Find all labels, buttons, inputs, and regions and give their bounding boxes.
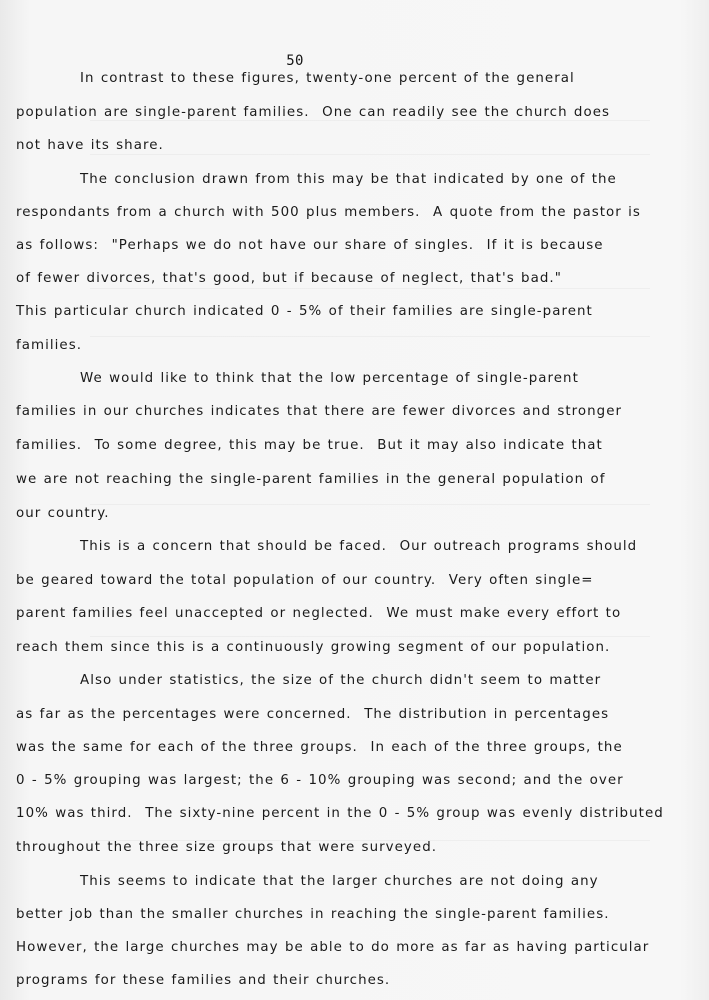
text-line: This particular church indicated 0 - 5% of their families are single-parent [16, 304, 593, 319]
show-through-mark [90, 504, 650, 505]
text-line: throughout the three size groups that were surveyed. [16, 840, 438, 855]
text-line: families in our churches indicates that there are fewer divorces and stronger [16, 404, 623, 419]
text-line: This is a concern that should be faced. Our outreach programs should [80, 539, 638, 554]
text-line: be geared toward the total population of our country. Very often single= [16, 573, 594, 588]
text-line: of fewer divorces, that's good, but if because of neglect, that's bad." [16, 271, 562, 286]
text-line: families. To some degree, this may be true. But it may also indicate that [16, 438, 603, 453]
text-line: families. [16, 338, 83, 353]
text-line: our country. [16, 506, 110, 521]
text-line: parent families feel unaccepted or neglected. We must make every effort to [16, 606, 622, 621]
text-line: programs for these families and their churches. [16, 973, 391, 988]
text-line: 10% was third. The sixty-nine percent in the 0 - 5% group was evenly distributed [16, 806, 664, 821]
text-line: In contrast to these figures, twenty-one percent of the general [80, 71, 575, 86]
text-line: 0 - 5% grouping was largest; the 6 - 10% grouping was second; and the over [16, 773, 624, 788]
text-line: We would like to think that the low percentage of single-parent [80, 371, 579, 386]
text-line: This seems to indicate that the larger churches are not doing any [80, 874, 599, 889]
show-through-mark [90, 336, 650, 337]
text-line: However, the large churches may be able to do more as far as having particular [16, 940, 650, 955]
text-line: reach them since this is a continuously growing segment of our population. [16, 640, 611, 655]
text-line: better job than the smaller churches in reaching the single-parent families. [16, 907, 610, 922]
text-line: was the same for each of the three groups. In each of the three groups, the [16, 740, 623, 755]
show-through-mark [90, 154, 650, 155]
text-line: we are not reaching the single-parent families in the general population of [16, 472, 606, 487]
text-line: respondants from a church with 500 plus members. A quote from the pastor is [16, 205, 641, 220]
page-number: 50 [286, 53, 304, 69]
text-line: The conclusion drawn from this may be that indicated by one of the [80, 172, 617, 187]
text-line: not have its share. [16, 138, 164, 153]
show-through-mark [90, 288, 650, 289]
text-line: as far as the percentages were concerned. The distribution in percentages [16, 707, 610, 722]
show-through-mark [90, 636, 650, 637]
text-line: as follows: "Perhaps we do not have our share of singles. If it is because [16, 238, 604, 253]
text-line: population are single-parent families. One can readily see the church does [16, 105, 611, 120]
text-line: Also under statistics, the size of the church didn't seem to matter [80, 673, 602, 688]
